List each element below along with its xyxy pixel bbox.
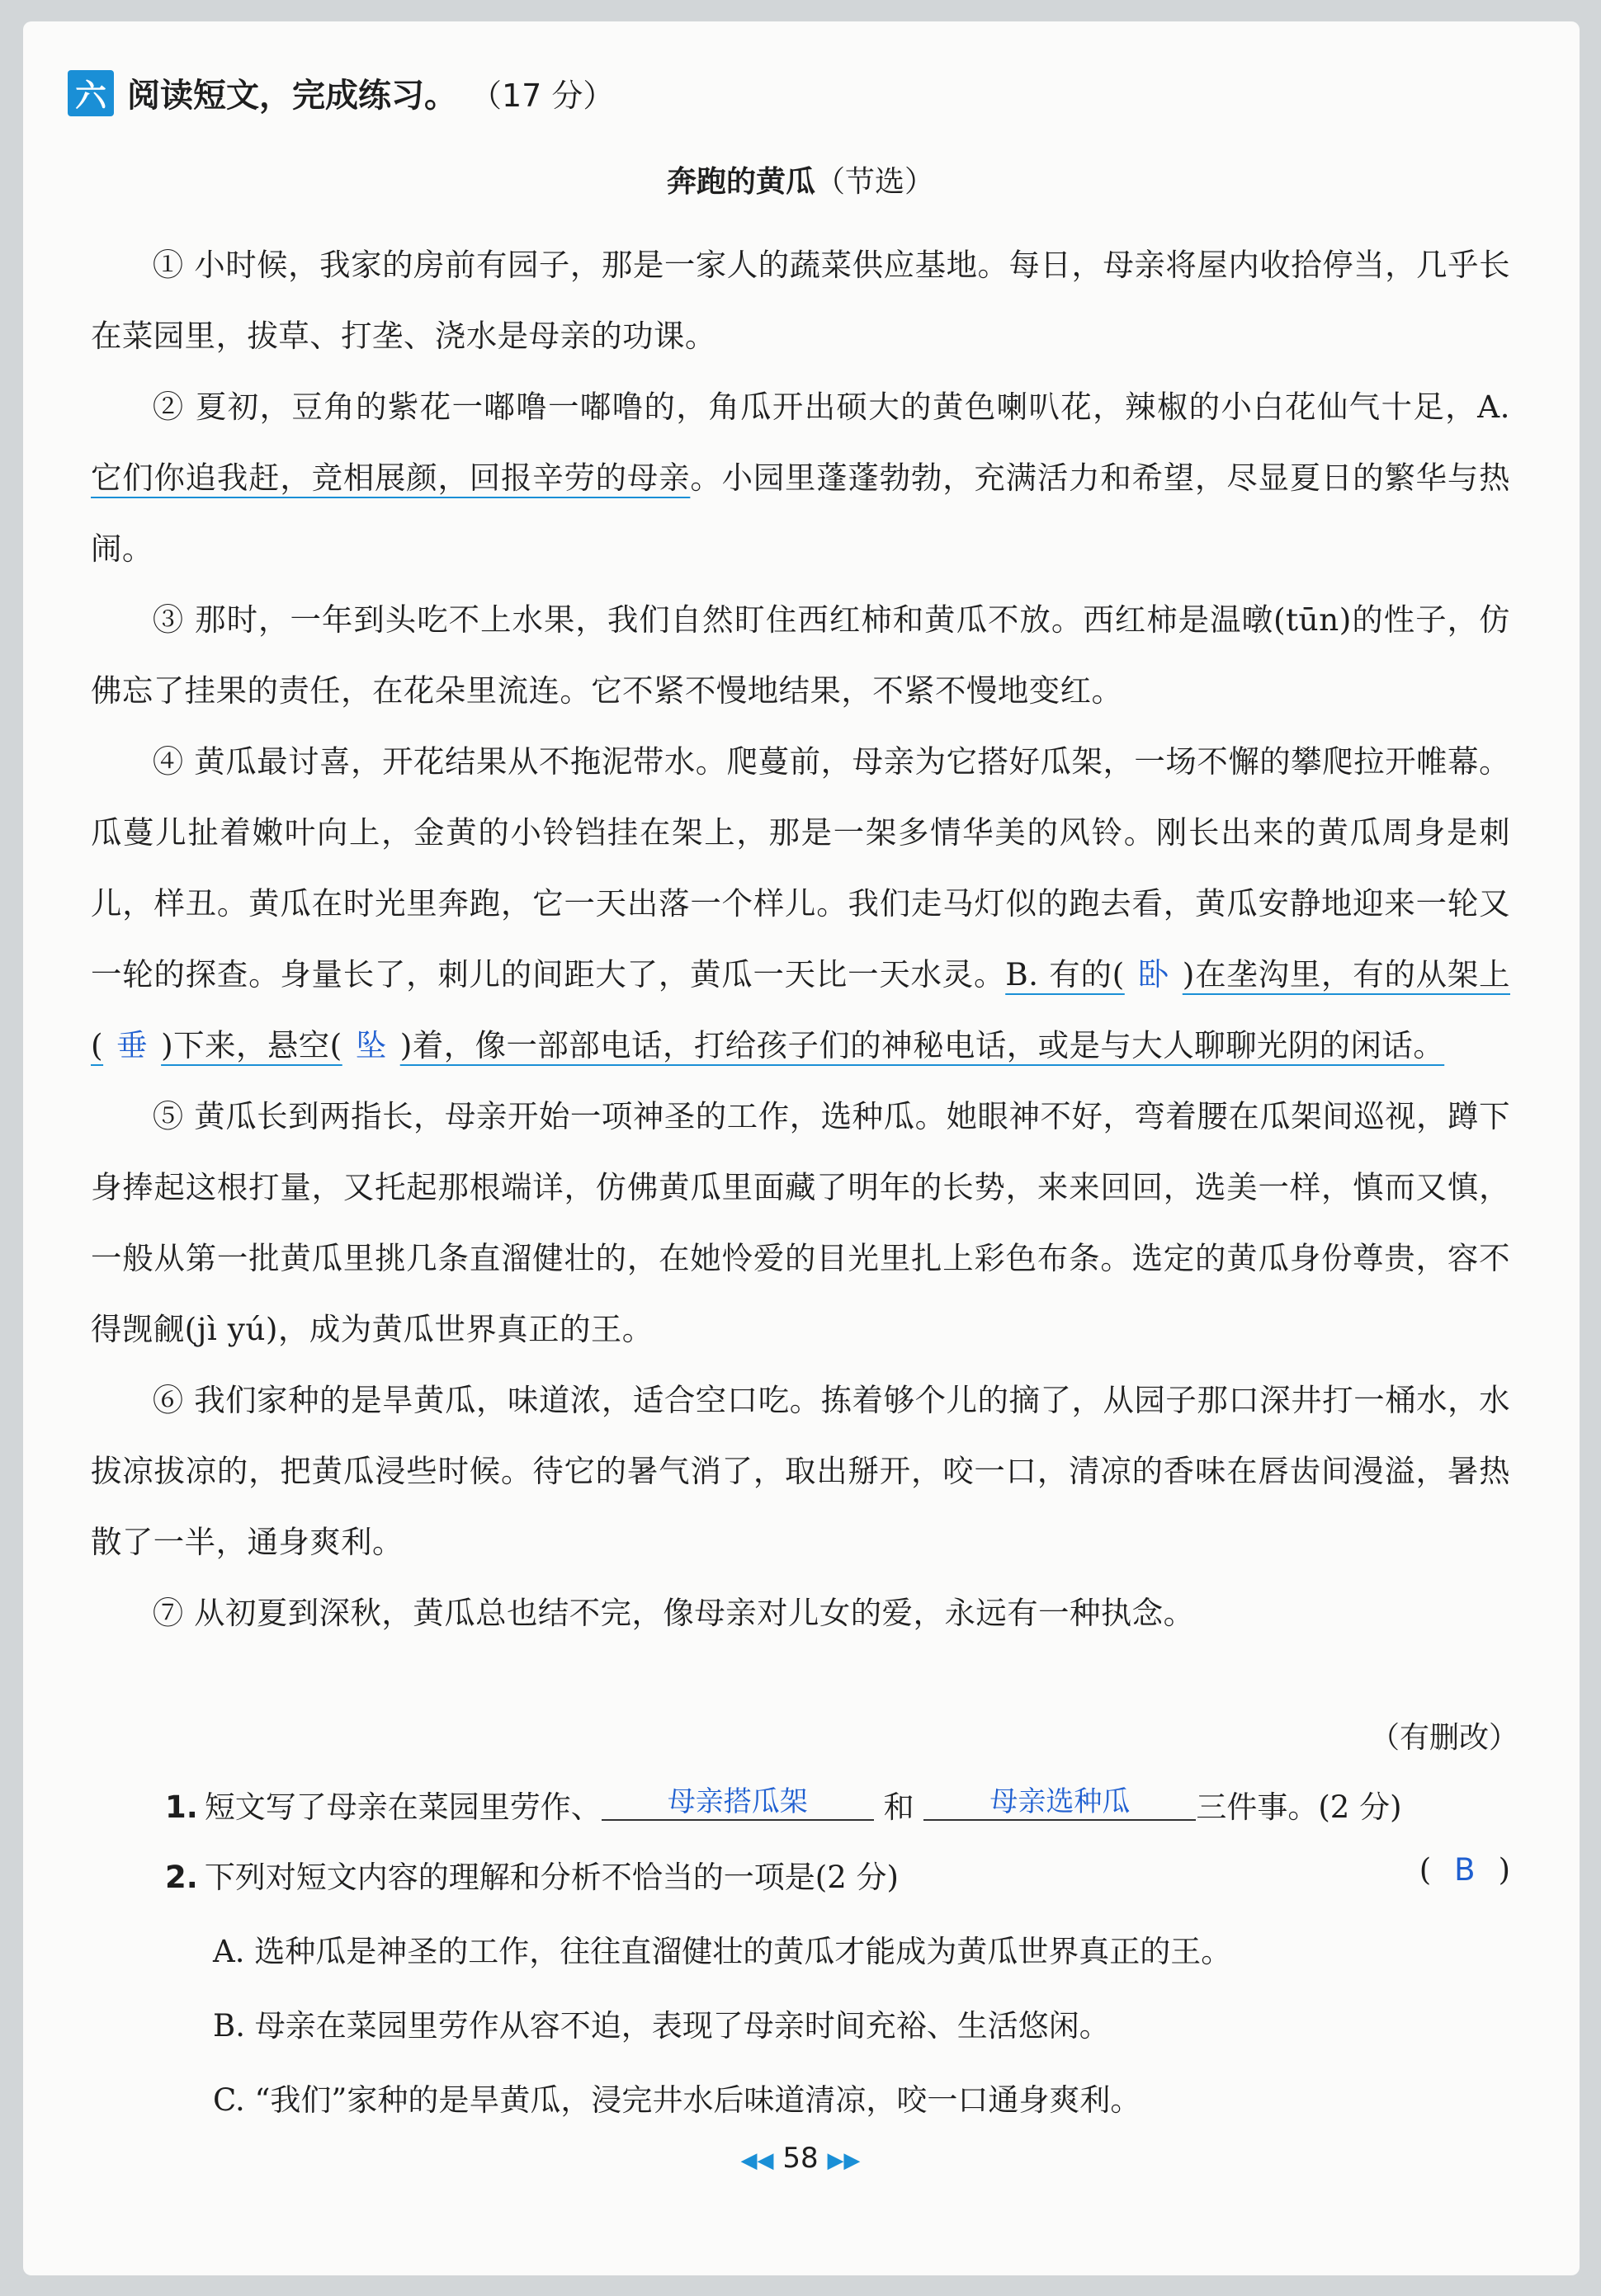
p2-text-b: 。小园里蓬蓬勃勃，充满活力和希望，尽显夏日的繁华与热闹。 (91, 460, 1510, 567)
paragraph-6: ⑥ 我们家种的是旱黄瓜，味道浓，适合空口吃。拣着够个儿的摘了，从园子那口深井打一桶水，水拔凉拔凉的，把黄瓜浸些时候。待它的暑气消了，取出掰开，咬一口，清凉的香味在唇齿间漫溢，暑热散了一半，通身爽利。 (91, 1382, 1510, 1560)
question-1-answer-2: 母亲选种瓜 (923, 1779, 1196, 1821)
question-2-answer: B (1454, 1852, 1476, 1888)
section-instruction: 阅读短文，完成练习。 (127, 77, 457, 115)
section-score: （17 分） (470, 78, 615, 114)
question-2-number: 2. (165, 1860, 198, 1895)
blank-3-answer: 坠 (355, 1027, 387, 1063)
question-2-answer-box (1419, 1852, 1510, 1888)
paragraph-2 (91, 371, 1510, 584)
sentence-a-underlined: 它们你追我赶，竞相展颜，回报辛劳的母亲 (91, 460, 691, 496)
question-2 (165, 1852, 899, 1897)
source-note: （有删改） (1369, 1721, 1518, 1755)
question-1 (165, 1782, 1402, 1827)
passage-title-note: （节选） (815, 165, 935, 199)
section-badge: 六 (68, 70, 114, 116)
p4-b3: )下来，悬空( (161, 1027, 342, 1063)
p4-text-a: ④ 黄瓜最讨喜，开花结果从不拖泥带水。爬蔓前，母亲为它搭好瓜架，一场不懈的攀爬拉开帷幕。瓜蔓儿扯着嫩叶向上，金黄的小铃铛挂在架上，那是一架多情华美的风铃。刚长出来的黄瓜周身是刺儿，样丑。黄瓜在时光里奔跑，它一天出落一个样儿。我们走马灯似的跑去看，黄瓜安静地迎来一轮又一轮的探查。身量长了，刺儿的间距大了，黄瓜一天比一天水灵。 (91, 743, 1510, 992)
p2-text-a: ② 夏初，豆角的紫花一嘟噜一嘟噜的，角瓜开出硕大的黄色喇叭花，辣椒的小白花仙气十足，A. (152, 389, 1510, 425)
prev-arrow-icon: ◀◀ (740, 2148, 774, 2173)
p4-b2: )在垄沟里，有的从架上( (91, 956, 1510, 1063)
blank-1-answer: 卧 (1137, 956, 1169, 992)
question-1-answer-1: 母亲搭瓜架 (602, 1779, 874, 1821)
section-heading (68, 69, 614, 116)
option-a: A. 选种瓜是神圣的工作，往往直溜健壮的黄瓜才能成为黄瓜世界真正的王。 (213, 1934, 1232, 1969)
paragraph-5: ⑤ 黄瓜长到两指长，母亲开始一项神圣的工作，选种瓜。她眼神不好，弯着腰在瓜架间巡视，蹲下身捧起这根打量，又托起那根端详，仿佛黄瓜里面藏了明年的长势，来来回回，选美一样，慎而又慎，一般从第一批黄瓜里挑几条直溜健壮的，在她怜爱的目光里扎上彩色布条。选定的黄瓜身份尊贵，容不得觊觎(jì yú)，成为黄瓜世界真正的王。 (91, 1098, 1510, 1347)
page-footer (0, 2142, 1601, 2175)
next-arrow-icon: ▶▶ (827, 2148, 861, 2173)
question-1-and: 和 (883, 1789, 914, 1825)
p4-b4: )着，像一部部电话，打给孩子们的神秘电话，或是与大人聊聊光阴的闲话。 (399, 1027, 1445, 1063)
passage-body (91, 229, 1510, 1648)
passage-title-text: 奔跑的黄瓜 (666, 165, 815, 199)
p4-b1: B. 有的( (1005, 956, 1125, 992)
question-1-text-a: 短文写了母亲在菜园里劳作、 (204, 1789, 602, 1825)
paragraph-4 (91, 726, 1510, 1081)
answer-paren-close: ) (1498, 1852, 1510, 1888)
blank-2-answer: 垂 (116, 1027, 149, 1063)
paragraph-1: ① 小时候，我家的房前有园子，那是一家人的蔬菜供应基地。每日，母亲将屋内收拾停当，几乎长在菜园里，拔草、打垄、浇水是母亲的功课。 (91, 247, 1510, 354)
question-1-number: 1. (165, 1789, 198, 1825)
page-number: 58 (782, 2142, 819, 2175)
option-c: C. “我们”家种的是旱黄瓜，浸完井水后味道清凉，咬一口通身爽利。 (213, 2082, 1141, 2118)
paragraph-7: ⑦ 从初夏到深秋，黄瓜总也结不完，像母亲对儿女的爱，永远有一种执念。 (152, 1595, 1195, 1631)
passage-title (0, 158, 1601, 200)
question-1-text-b: 三件事。(2 分) (1196, 1789, 1402, 1825)
option-b: B. 母亲在菜园里劳作从容不迫，表现了母亲时间充裕、生活悠闲。 (213, 2008, 1110, 2044)
answer-paren-open: ( (1419, 1852, 1432, 1888)
paragraph-3: ③ 那时，一年到头吃不上水果，我们自然盯住西红柿和黄瓜不放。西红柿是温暾(tūn)的性子，仿佛忘了挂果的责任，在花朵里流连。它不紧不慢地结果，不紧不慢地变红。 (91, 601, 1510, 709)
question-2-text: 下列对短文内容的理解和分析不恰当的一项是(2 分) (204, 1860, 899, 1895)
